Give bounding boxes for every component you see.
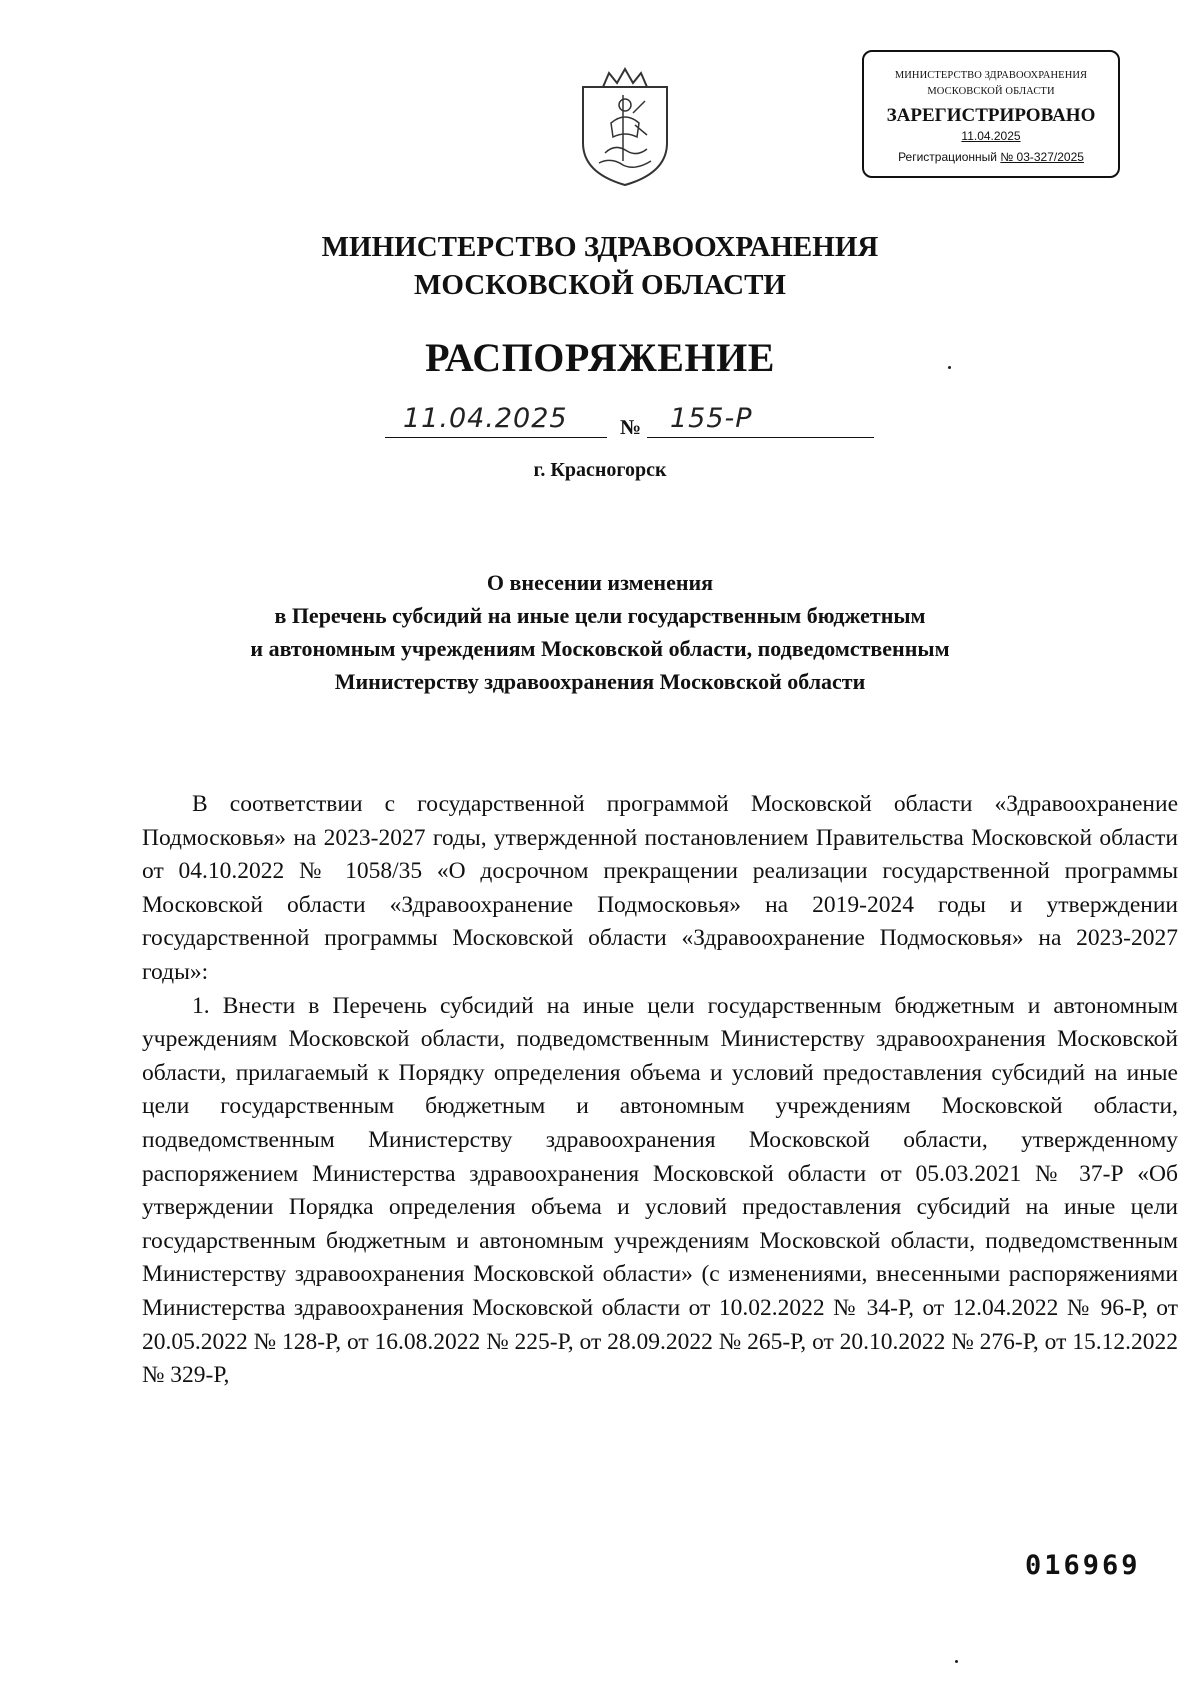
body-paragraph-item-1: 1. Внести в Перечень субсидий на иные цели государственным бюджетным и автономным учреждениям Московской области, подведомственным Министерству здравоохранения Московской области, прилагаемый к Порядку определения объема и условий предоставления субсидий на иные цели государственным бюджетным и автономным учреждениям Московской области, подведомственным Министерству здравоохранения Московской области, утвержденному распоряжением Министерства здравоохранения Московской области от 05.03.2021 № 37-Р «Об утверждении Порядка определения объема и условий предоставления субсидий на иные цели государственным бюджетным и автономным учреждениям Московской области, подведомственным Министерству здравоохранения Московской области» (с изменениями, внесенными распоряжениями Министерства здравоохранения Московской области от 10.02.2022 № 34-Р, от 12.04.2022 № 96-Р, от 20.05.2022 № 128-Р, от 16.08.2022 № 225-Р, от 28.09.2022 № 265-Р, от 20.10.2022 № 276-Р, от 15.12.2022 № 329-Р, bbox=[142, 992, 1178, 1389]
date-underline bbox=[385, 437, 607, 438]
stamp-number-value: № 03-327/2025 bbox=[1000, 150, 1084, 164]
document-type: РАСПОРЯЖЕНИЕ bbox=[425, 335, 775, 380]
city: г. Красногорск bbox=[533, 459, 667, 481]
handwritten-date: 11.04.2025 bbox=[403, 403, 568, 434]
handwritten-number: 155-Р bbox=[670, 403, 753, 434]
document-serial-number: 016969 bbox=[1025, 1550, 1141, 1581]
stamp-org: МИНИСТЕРСТВО ЗДРАВООХРАНЕНИЯ МОСКОВСКОЙ ОБЛАСТИ bbox=[894, 70, 1088, 97]
scan-speck bbox=[955, 1660, 958, 1663]
stamp-number bbox=[864, 148, 1118, 166]
scan-speck bbox=[948, 366, 951, 369]
registration-stamp bbox=[862, 50, 1120, 178]
stamp-status: ЗАРЕГИСТРИРОВАНО bbox=[886, 105, 1096, 126]
order-body bbox=[142, 788, 1178, 1393]
order-subject: О внесении изменения в Перечень субсидий на иные цели государственным бюджетным и автономным учреждениям Московской области, подведомственным Министерству здравоохранения Московской области bbox=[250, 570, 950, 694]
body-paragraph-preamble: В соответствии с государственной программой Московской области «Здравоохранение Подмосковья» на 2023-2027 годы, утвержденной постановлением Правительства Московской области от 04.10.2022 № 1058/35 «О досрочном прекращении реализации государственной программы Московской области «Здравоохранение Подмосковья» на 2019-2024 годы и утверждении государственной программы Московской области «Здравоохранение Подмосковья» на 2023-2027 годы»: bbox=[142, 791, 1178, 985]
stamp-date: 11.04.2025 bbox=[961, 129, 1021, 143]
coat-of-arms-icon bbox=[575, 65, 675, 190]
stamp-number-label: Регистрационный bbox=[898, 150, 997, 164]
date-number-line bbox=[385, 404, 885, 444]
ministry-title: МИНИСТЕРСТВО ЗДРАВООХРАНЕНИЯ МОСКОВСКОЙ ОБЛАСТИ bbox=[321, 231, 879, 301]
number-sign: № bbox=[620, 415, 642, 439]
number-underline bbox=[647, 437, 874, 438]
